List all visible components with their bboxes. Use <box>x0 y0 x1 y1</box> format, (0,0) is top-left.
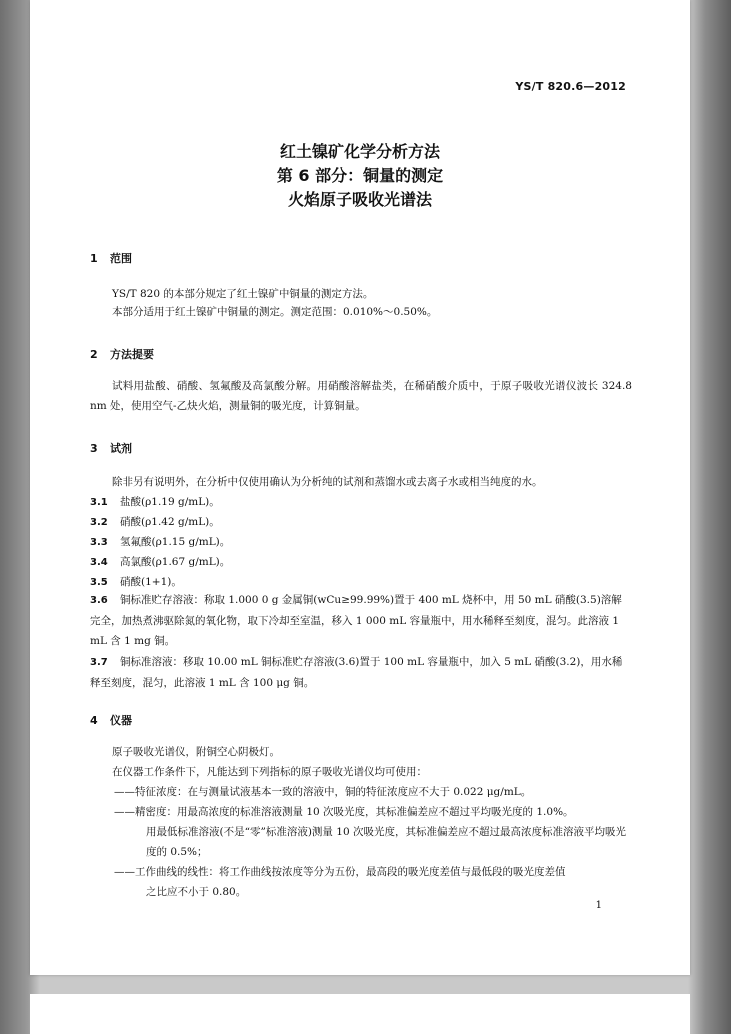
item-number: 3.2 <box>90 517 108 528</box>
reagent-item <box>90 532 632 553</box>
item-number: 3.7 <box>90 657 108 668</box>
item-number: 3.4 <box>90 557 108 568</box>
criterion-linearity <box>114 862 632 902</box>
document-page <box>30 0 690 975</box>
criterion-precision-line-1: ——精密度：用最高浓度的标准溶液测量 10 次吸光度，其标准偏差应不超过平均吸光度的 1.0%。 <box>114 806 574 818</box>
item-text: 铜标准贮存溶液：称取 1.000 0 g 金属铜(wCu≥99.99%)置于 400 mL 烧杯中，用 50 mL 硝酸(3.5)溶解完全，加热煮沸驱除氮的氧化物，取下冷却至室温，移入 1 000 mL 容量瓶中，用水稀释至刻度，混匀。此溶液 1 mL 含 1 mg 铜。 <box>90 594 622 647</box>
title-line-1: 红土镍矿化学分析方法 <box>279 142 440 161</box>
criterion-precision-line-2: 用最低标准溶液(不是“零”标准溶液)测量 10 次吸光度，其标准偏差应不超过最高浓度标准溶液平均吸光度的 0.5%； <box>146 826 626 858</box>
reagent-item <box>90 512 632 533</box>
section-2-heading <box>90 346 154 362</box>
section-number: 1 <box>90 252 98 265</box>
item-text: 硝酸(ρ1.42 g/mL)。 <box>120 516 220 528</box>
criterion-linearity-line-2: 之比应不小于 0.80。 <box>146 886 247 898</box>
title-line-3: 火焰原子吸收光谱法 <box>287 190 432 209</box>
section-title: 方法提要 <box>110 348 154 361</box>
criterion-precision <box>114 802 632 862</box>
reagent-item <box>90 652 632 693</box>
document-title <box>30 140 690 212</box>
reagent-item <box>90 590 632 651</box>
item-number: 3.3 <box>90 537 108 548</box>
section-1-para-2: 本部分适用于红土镍矿中铜量的测定。测定范围：0.010%～0.50%。 <box>112 306 438 318</box>
item-number: 3.5 <box>90 577 108 588</box>
reagent-item <box>90 552 632 573</box>
item-text: 铜标准溶液：移取 10.00 mL 铜标准贮存溶液(3.6)置于 100 mL 容量瓶中，加入 5 mL 硝酸(3.2)，用水稀释至刻度，混匀，此溶液 1 mL 含 100 μg 铜。 <box>90 656 623 689</box>
section-4-para-2: 在仪器工作条件下，凡能达到下列指标的原子吸收光谱仪均可使用： <box>112 766 427 778</box>
section-3-intro: 除非另有说明外，在分析中仅使用确认为分析纯的试剂和蒸馏水或去离子水或相当纯度的水。 <box>112 476 543 488</box>
item-text: 高氯酸(ρ1.67 g/mL)。 <box>120 556 231 568</box>
standard-code: YS/T 820.6—2012 <box>515 80 626 93</box>
section-4-heading <box>90 712 132 728</box>
criterion-linearity-line-1: ——工作曲线的线性：将工作曲线按浓度等分为五份，最高段的吸光度差值与最低段的吸光度差值 <box>114 866 566 878</box>
section-number: 2 <box>90 348 98 361</box>
section-title: 仪器 <box>110 714 132 727</box>
criterion-characteristic-concentration: ——特征浓度：在与测量试液基本一致的溶液中，铜的特征浓度应不大于 0.022 μg/mL。 <box>114 786 532 798</box>
section-4-para-1: 原子吸收光谱仪，附铜空心阴极灯。 <box>112 746 280 758</box>
next-page-edge <box>30 994 690 1034</box>
item-text: 盐酸(ρ1.19 g/mL)。 <box>120 496 220 508</box>
item-number: 3.6 <box>90 595 108 606</box>
section-2-para-1: 试料用盐酸、硝酸、氢氟酸及高氯酸分解。用硝酸溶解盐类，在稀硝酸介质中，于原子吸收光谱仪波长 324.8 nm 处，使用空气-乙炔火焰，测量铜的吸光度，计算铜量。 <box>90 380 632 412</box>
page-number: 1 <box>595 900 602 911</box>
section-number: 4 <box>90 714 98 727</box>
item-text: 硝酸(1+1)。 <box>120 576 182 588</box>
section-1-para-1: YS/T 820 的本部分规定了红土镍矿中铜量的测定方法。 <box>112 288 374 300</box>
item-text: 氢氟酸(ρ1.15 g/mL)。 <box>120 536 231 548</box>
section-3-heading <box>90 440 132 456</box>
section-title: 试剂 <box>110 442 132 455</box>
section-number: 3 <box>90 442 98 455</box>
section-title: 范围 <box>110 252 132 265</box>
section-1-heading <box>90 250 132 266</box>
title-line-2: 第 6 部分：铜量的测定 <box>276 166 444 185</box>
item-number: 3.1 <box>90 497 108 508</box>
reagent-item <box>90 492 632 513</box>
